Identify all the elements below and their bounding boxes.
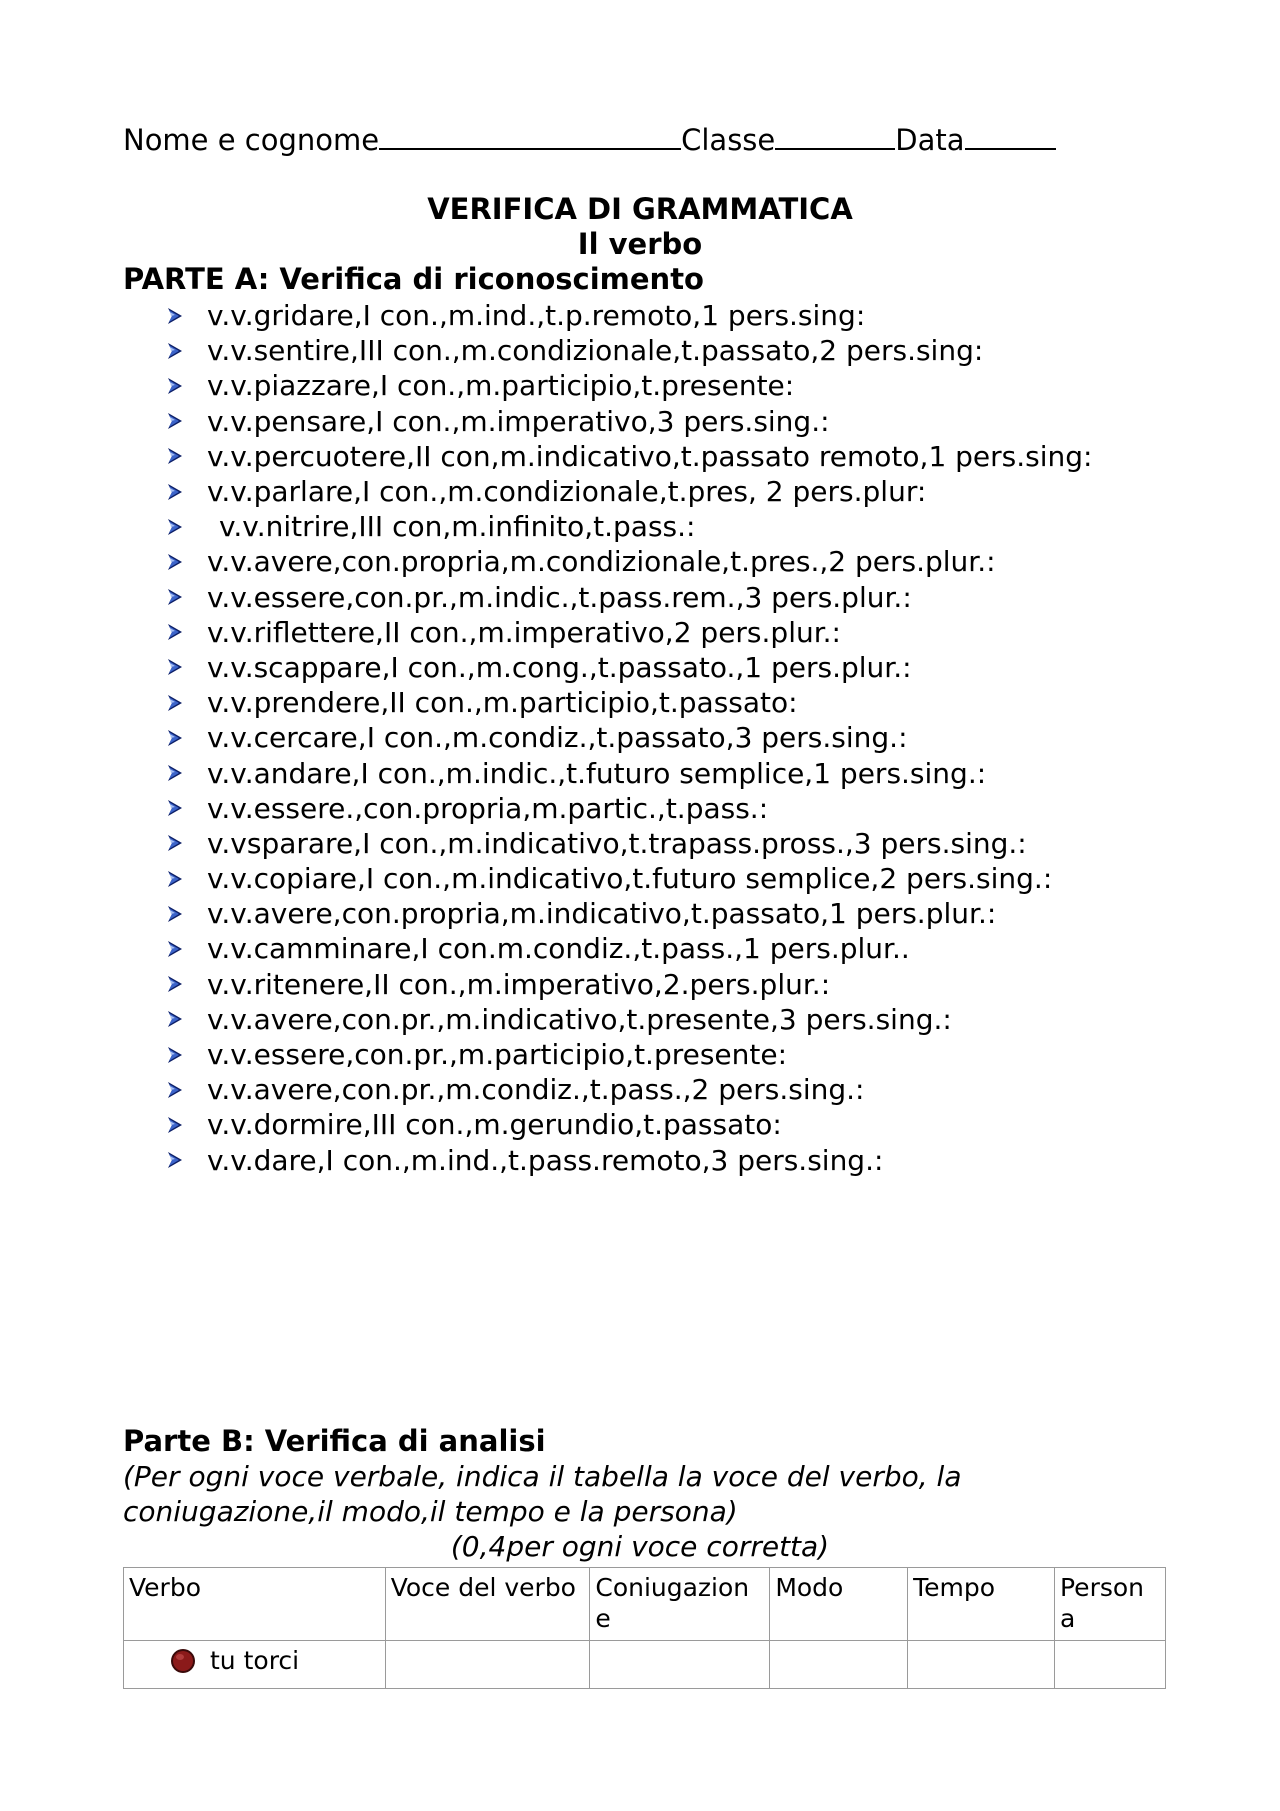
header-fields [123, 120, 1056, 157]
data-blank [965, 120, 1056, 150]
arrow-bullet-icon [165, 869, 185, 889]
data-label: Data [895, 123, 965, 157]
list-item-text: v.v.ritenere,II con.,m.imperativo,2.pers.plur.: [207, 967, 831, 1001]
arrow-bullet-icon [165, 763, 185, 783]
list-item [165, 615, 1092, 650]
arrow-bullet-icon [165, 657, 185, 677]
list-item-text: v.v.copiare,I con.,m.indicativo,t.futuro semplice,2 pers.sing.: [207, 862, 1053, 896]
header-tempo: Tempo [908, 1568, 1055, 1641]
list-item [165, 1002, 1092, 1037]
list-item-text: v.v.riflettere,II con.,m.imperativo,2 pers.plur.: [207, 615, 841, 649]
list-item [165, 1143, 1092, 1178]
list-item-text: v.vsparare,I con.,m.indicativo,t.trapass.pross.,3 pers.sing.: [207, 826, 1027, 860]
arrow-bullet-icon [165, 552, 185, 572]
arrow-bullet-icon [165, 587, 185, 607]
parte-b-score: (0,4per ogni voce corretta) [450, 1530, 830, 1563]
list-item-text: v.v.nitrire,III con,m.infinito,t.pass.: [219, 510, 696, 544]
arrow-bullet-icon [165, 411, 185, 431]
nome-blank [379, 120, 681, 150]
arrow-bullet-icon [165, 446, 185, 466]
list-item [165, 580, 1092, 615]
list-item-text: v.v.pensare,I con.,m.imperativo,3 pers.sing.: [207, 404, 830, 438]
list-item [165, 685, 1092, 720]
arrow-bullet-icon [165, 798, 185, 818]
parte-a-list [165, 298, 1092, 1178]
list-item-text: v.v.essere,con.pr.,m.indic.,t.pass.rem.,3 pers.plur.: [207, 580, 912, 614]
list-item [165, 439, 1092, 474]
arrow-bullet-icon [165, 341, 185, 361]
list-item-text: v.v.camminare,I con.m.condiz.,t.pass.,1 pers.plur.. [207, 932, 910, 966]
header-coniugazione: Coniugazion e [590, 1568, 770, 1641]
table-header-row [124, 1568, 1166, 1641]
analysis-table [123, 1567, 1166, 1689]
page-title: VERIFICA DI GRAMMATICA [427, 192, 853, 226]
list-item [165, 1107, 1092, 1142]
cell-verbo [124, 1641, 386, 1689]
list-item-text: v.v.avere,con.propria,m.condizionale,t.pres.,2 pers.plur.: [207, 545, 996, 579]
list-item-text: v.v.avere,con.pr.,m.indicativo,t.presente,3 pers.sing.: [207, 1002, 952, 1036]
parte-b-instruction-line2: coniugazione,il modo,il tempo e la persona) [123, 1495, 738, 1528]
cell-voce-del-verbo[interactable] [385, 1641, 590, 1689]
list-item [165, 931, 1092, 966]
list-item [165, 509, 1092, 544]
list-item-text: v.v.cercare,I con.,m.condiz.,t.passato,3 pers.sing.: [207, 721, 908, 755]
list-item [165, 333, 1092, 368]
arrow-bullet-icon [165, 1080, 185, 1100]
parte-a-heading: PARTE A: Verifica di riconoscimento [123, 262, 704, 296]
list-item [165, 474, 1092, 509]
list-item-text: v.v.piazzare,I con.,m.participio,t.presente: [207, 369, 795, 403]
list-item [165, 1037, 1092, 1072]
list-item-text: v.v.prendere,II con.,m.participio,t.passato: [207, 686, 798, 720]
list-item-text: v.v.percuotere,II con,m.indicativo,t.passato remoto,1 pers.sing: [207, 439, 1093, 473]
classe-blank [775, 120, 895, 150]
cell-persona[interactable] [1055, 1641, 1166, 1689]
red-dot-icon [170, 1648, 196, 1674]
list-item [165, 755, 1092, 790]
arrow-bullet-icon [165, 1150, 185, 1170]
cell-coniugazione[interactable] [590, 1641, 770, 1689]
list-item-text: v.v.dormire,III con.,m.gerundio,t.passato: [207, 1108, 782, 1142]
list-item-text: v.v.avere,con.propria,m.indicativo,t.passato,1 pers.plur.: [207, 897, 997, 931]
list-item [165, 650, 1092, 685]
list-item [165, 298, 1092, 333]
arrow-bullet-icon [165, 622, 185, 642]
list-item-text: v.v.sentire,III con.,m.condizionale,t.passato,2 pers.sing: [207, 334, 984, 368]
arrow-bullet-icon [165, 1009, 185, 1029]
list-item-text: v.v.gridare,I con.,m.ind.,t.p.remoto,1 pers.sing: [207, 299, 866, 333]
nome-label: Nome e cognome [123, 123, 380, 157]
list-item [165, 720, 1092, 755]
arrow-bullet-icon [165, 833, 185, 853]
arrow-bullet-icon [165, 1045, 185, 1065]
list-item [165, 404, 1092, 439]
arrow-bullet-icon [165, 482, 185, 502]
cell-modo[interactable] [770, 1641, 908, 1689]
parte-b-heading: Parte B: Verifica di analisi [123, 1424, 546, 1458]
arrow-bullet-icon [165, 376, 185, 396]
arrow-bullet-icon [165, 728, 185, 748]
classe-label: Classe [681, 123, 776, 157]
header-voce-del-verbo: Voce del verbo [385, 1568, 590, 1641]
list-item-text: v.v.dare,I con.,m.ind.,t.pass.remoto,3 pers.sing.: [207, 1143, 884, 1177]
page-subtitle: Il verbo [577, 227, 703, 261]
list-item [165, 544, 1092, 579]
list-item [165, 368, 1092, 403]
arrow-bullet-icon [165, 517, 185, 537]
verb-text: tu torci [210, 1646, 300, 1675]
arrow-bullet-icon [165, 306, 185, 326]
header-persona: Person a [1055, 1568, 1166, 1641]
list-item [165, 791, 1092, 826]
arrow-bullet-icon [165, 974, 185, 994]
list-item-text: v.v.essere.,con.propria,m.partic.,t.pass.: [207, 791, 769, 825]
list-item [165, 967, 1092, 1002]
parte-b-instruction-line1: (Per ogni voce verbale, indica il tabella la voce del verbo, la [123, 1460, 962, 1493]
header-modo: Modo [770, 1568, 908, 1641]
table-row [124, 1641, 1166, 1689]
list-item-text: v.v.essere,con.pr.,m.participio,t.presente: [207, 1038, 788, 1072]
header-verbo: Verbo [124, 1568, 386, 1641]
list-item [165, 861, 1092, 896]
arrow-bullet-icon [165, 1115, 185, 1135]
cell-tempo[interactable] [908, 1641, 1055, 1689]
arrow-bullet-icon [165, 904, 185, 924]
list-item-text: v.v.scappare,I con.,m.cong.,t.passato.,1 pers.plur.: [207, 650, 912, 684]
list-item [165, 826, 1092, 861]
arrow-bullet-icon [165, 693, 185, 713]
list-item-text: v.v.avere,con.pr.,m.condiz.,t.pass.,2 pers.sing.: [207, 1073, 865, 1107]
list-item-text: v.v.andare,I con.,m.indic.,t.futuro semplice,1 pers.sing.: [207, 756, 987, 790]
list-item [165, 896, 1092, 931]
list-item-text: v.v.parlare,I con.,m.condizionale,t.pres, 2 pers.plur: [207, 475, 927, 509]
list-item [165, 1072, 1092, 1107]
arrow-bullet-icon [165, 939, 185, 959]
